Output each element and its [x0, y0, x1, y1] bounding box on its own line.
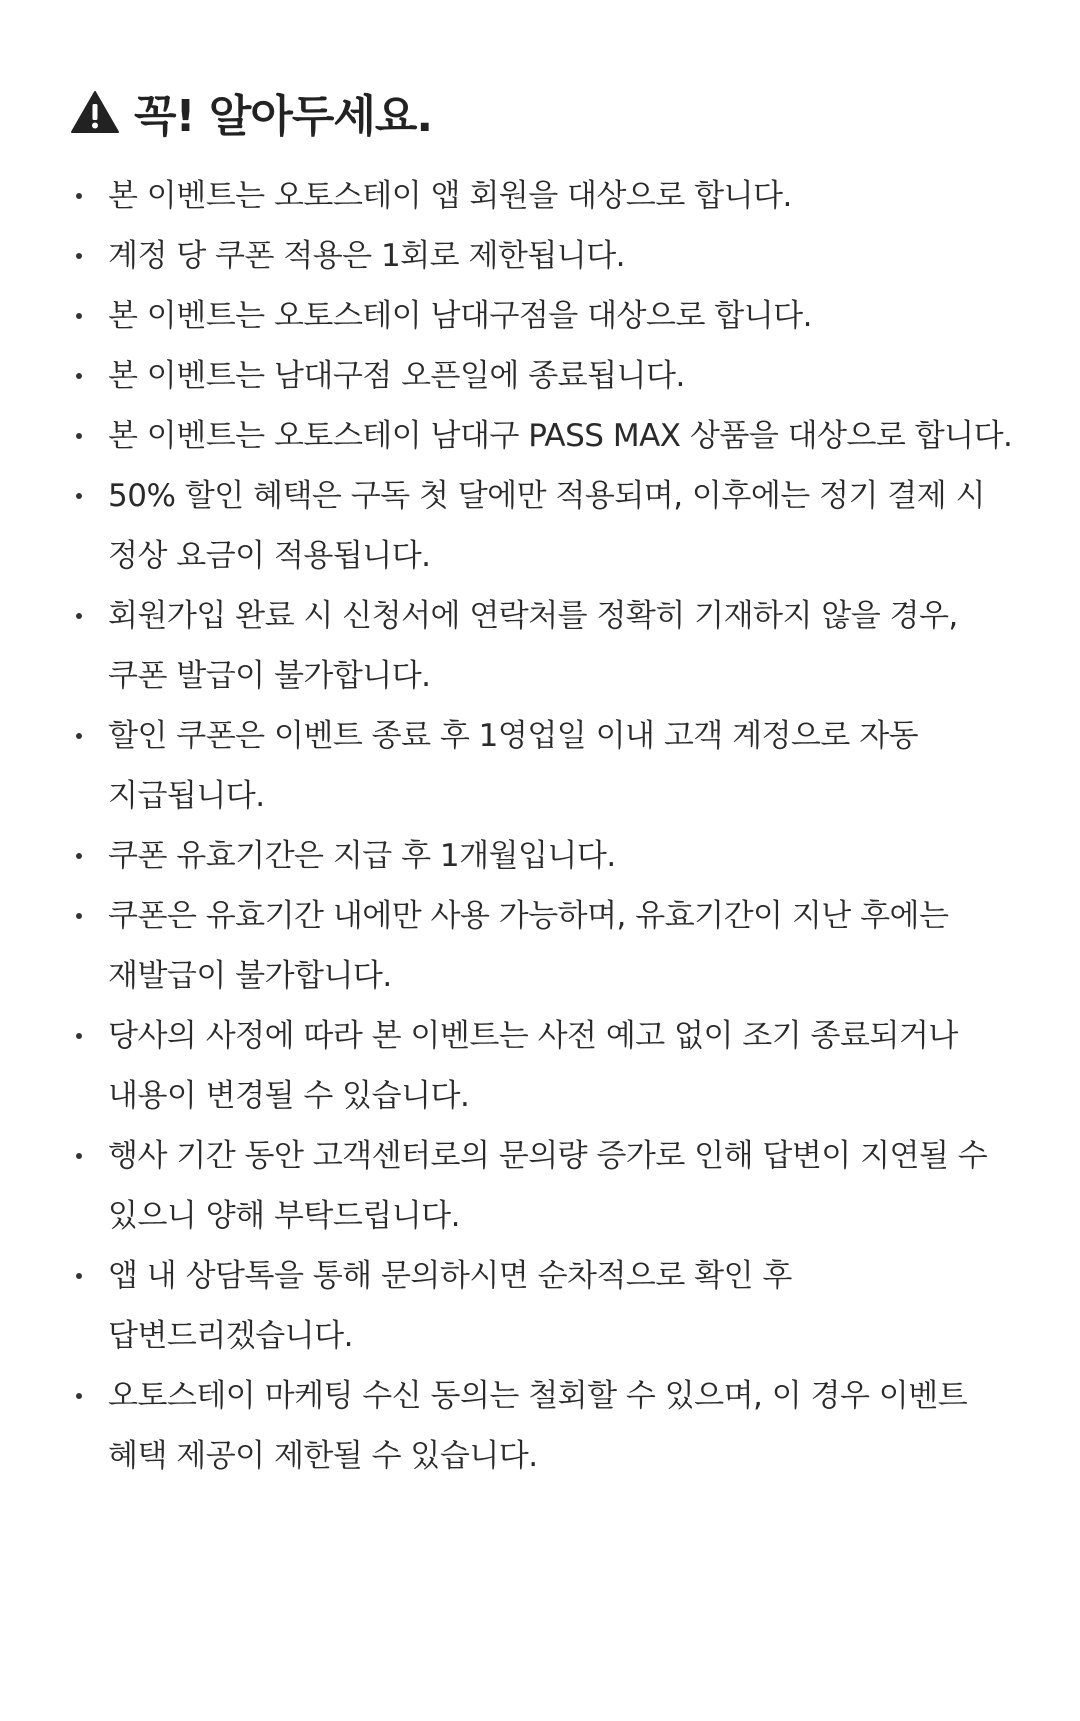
- notice-header: [70, 76, 1020, 148]
- list-item: 회원가입 완료 시 신청서에 연락처를 정확히 기재하지 않을 경우, 쿠폰 발급이 불가합니다.: [70, 586, 1020, 706]
- notice-list: [70, 166, 1020, 1486]
- list-item: 50% 할인 혜택은 구독 첫 달에만 적용되며, 이후에는 정기 결제 시 정상 요금이 적용됩니다.: [70, 466, 1020, 586]
- list-item: 본 이벤트는 오토스테이 앱 회원을 대상으로 합니다.: [70, 166, 1020, 226]
- notice-title: 꼭! 알아두세요.: [134, 91, 433, 142]
- list-item: 본 이벤트는 남대구점 오픈일에 종료됩니다.: [70, 346, 1020, 406]
- list-item: 본 이벤트는 오토스테이 남대구점을 대상으로 합니다.: [70, 286, 1020, 346]
- list-item: 앱 내 상담톡을 통해 문의하시면 순차적으로 확인 후 답변드리겠습니다.: [70, 1246, 1020, 1366]
- list-item: 계정 당 쿠폰 적용은 1회로 제한됩니다.: [70, 226, 1020, 286]
- list-item: 할인 쿠폰은 이벤트 종료 후 1영업일 이내 고객 계정으로 자동 지급됩니다.: [70, 706, 1020, 826]
- list-item: 쿠폰 유효기간은 지급 후 1개월입니다.: [70, 826, 1020, 886]
- list-item: 오토스테이 마케팅 수신 동의는 철회할 수 있으며, 이 경우 이벤트 혜택 제공이 제한될 수 있습니다.: [70, 1366, 1020, 1486]
- warning-icon: [70, 90, 120, 134]
- list-item: 본 이벤트는 오토스테이 남대구 PASS MAX 상품을 대상으로 합니다.: [70, 406, 1020, 466]
- list-item: 쿠폰은 유효기간 내에만 사용 가능하며, 유효기간이 지난 후에는 재발급이 불가합니다.: [70, 886, 1020, 1006]
- notice-section: [70, 76, 1020, 1486]
- list-item: 행사 기간 동안 고객센터로의 문의량 증가로 인해 답변이 지연될 수 있으니 양해 부탁드립니다.: [70, 1126, 1020, 1246]
- list-item: 당사의 사정에 따라 본 이벤트는 사전 예고 없이 조기 종료되거나 내용이 변경될 수 있습니다.: [70, 1006, 1020, 1126]
